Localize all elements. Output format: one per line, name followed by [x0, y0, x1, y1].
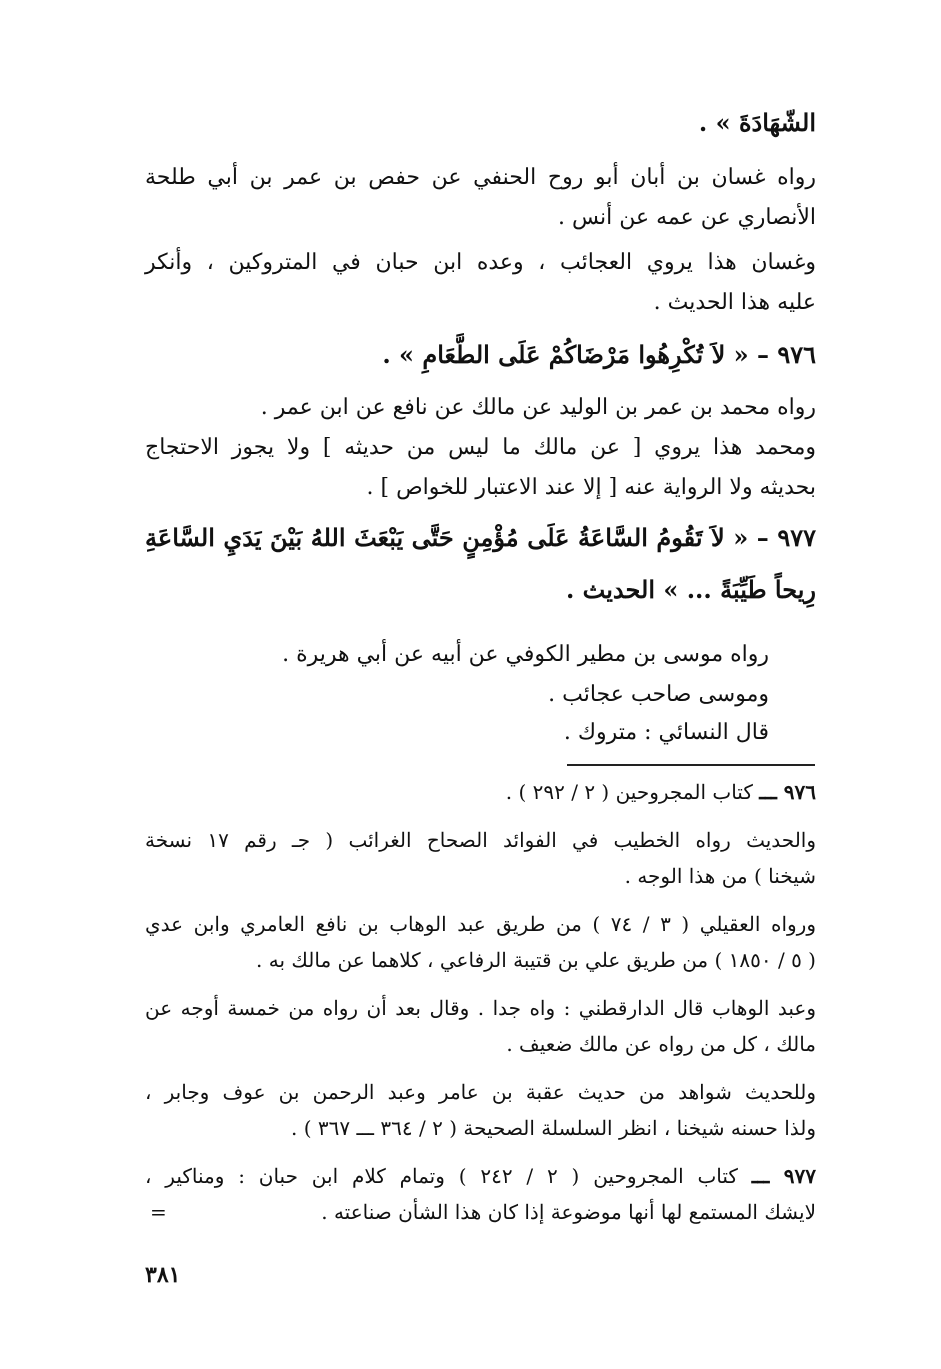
footnote-977: [145, 1162, 816, 1190]
hadith-heading-976: ٩٧٦ – « لاَ تُكْرِهُوا مَرْضَاكُمْ عَلَى الطَّعَامِ » .: [382, 340, 816, 369]
footnote-separator: [567, 764, 815, 766]
body-line: بحديثه ولا الرواية عنه [ إلا عند الاعتبار للخواص ] .: [366, 475, 816, 500]
hadith-heading-977: ٩٧٧ – « لاَ تَقُومُ السَّاعَةُ عَلَى مُؤْمِنٍ حَتَّى يَبْعَثَ اللهُ بَيْنَ يَدَيِ السَّاعَةِ: [145, 523, 816, 552]
body-line: رواه غسان بن أبان أبو روح الحنفي عن حفص بن عمر بن أبي طلحة: [145, 165, 816, 190]
footnote-line: والحديث رواه الخطيب في الفوائد الصحاح الغرائب ( جـ رقم ١٧ نسخة: [145, 828, 817, 852]
body-line: وموسى صاحب عجائب .: [548, 682, 769, 707]
body-line: الأنصاري عن عمه عن أنس .: [557, 205, 816, 230]
body-line: عليه هذا الحديث .: [653, 290, 816, 315]
footnote-line: لايشك المستمع لها أنها موضوعة إذا كان هذا الشأن صناعته .: [321, 1200, 816, 1224]
body-line: وغسان هذا يروي العجائب ، وعده ابن حبان في المتروكين ، وأنكر: [145, 250, 816, 275]
continued-hadith-ending: الشّهَادَةَ » .: [698, 108, 816, 137]
footnote-line: ورواه العقيلي ( ٣ / ٧٤ ) من طريق عبد الوهاب بن نافع العامري وابن عدي: [145, 912, 816, 936]
footnote-line: مالك ، كل من رواه عن مالك ضعيف .: [506, 1032, 816, 1056]
continuation-mark: =: [150, 1200, 167, 1224]
footnote-line: ولذا حسنه شيخنا ، انظر السلسلة الصحيحة ( ٢ / ٣٦٤ ـــ ٣٦٧ ) .: [291, 1116, 816, 1140]
footnote-number: ٩٧٦ ـــ: [759, 780, 816, 804]
hadith-heading-977-cont: رِيحاً طَيِّبَةً ... » الحديث .: [565, 575, 816, 604]
footnote-number: ٩٧٧ ـــ: [751, 1164, 817, 1188]
page-number: ٣٨١: [145, 1262, 181, 1288]
footnote-text: كتاب المجروحين ( ٢ / ٢٤٢ ) وتمام كلام ابن حبان : ومناكير ،: [145, 1164, 738, 1188]
footnote-text: كتاب المجروحين ( ٢ / ٢٩٢ ) .: [505, 780, 753, 804]
footnote-line: وعبد الوهاب قال الدارقطني : واه جدا . وقال بعد أن رواه من خمسة أوجه عن: [145, 996, 816, 1020]
footnote-976: [506, 778, 816, 806]
footnote-line: شيخنا ) من هذا الوجه .: [624, 864, 816, 888]
footnote-line: وللحديث شواهد من حديث عقبة بن عامر وعبد الرحمن بن عوف وجابر ،: [145, 1080, 816, 1104]
footnote-line: ( ٥ / ١٨٥٠ ) من طريق علي بن قتيبة الرفاعي ، كلاهما عن مالك به .: [256, 948, 816, 972]
body-line: ومحمد هذا يروي [ عن مالك ما ليس من حديثه ] ولا يجوز الاحتجاج: [145, 435, 816, 460]
body-line: رواه موسى بن مطير الكوفي عن أبيه عن أبي هريرة .: [282, 642, 769, 667]
body-line: رواه محمد بن عمر بن الوليد عن مالك عن نافع عن ابن عمر .: [260, 395, 816, 420]
body-line: قال النسائي : متروك .: [563, 720, 769, 745]
